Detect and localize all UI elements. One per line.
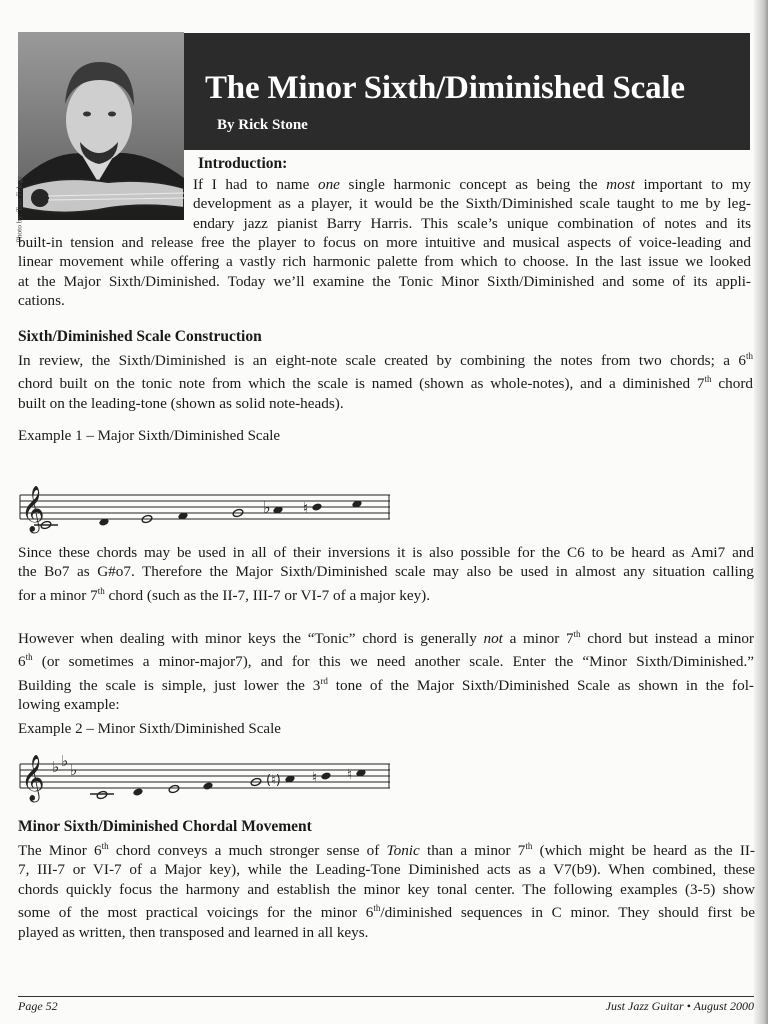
photo-credit: Photo by: Tom Felegy	[14, 175, 24, 243]
inversions-line-3: for a minor 7th chord (such as the II-7, III-7 or VI-7 of a major key).	[18, 585, 431, 604]
page-number: Page 52	[18, 999, 58, 1013]
intro-line-3: endary jazz pianist Barry Harris. This scale’s unique combination of notes and its	[193, 214, 751, 232]
intro-paragraph-bottom	[18, 233, 751, 311]
example-1-staff	[16, 477, 394, 535]
intro-paragraph-top	[193, 175, 751, 233]
minor-keys-line-2: 6th (or sometimes a minor-major7), and for this we need another scale. Enter the “Minor Sixth/Diminished.”	[18, 652, 754, 671]
minor-keys-line-1: However when dealing with minor keys the “Tonic” chord is generally not a minor 7th chord but instead a minor	[18, 629, 754, 648]
key-flat-icon: ♭	[61, 752, 69, 770]
intro-line-4: built-in tension and release free the player to focus on more intuitive and musical aspects of voice-leading and	[18, 234, 751, 251]
intro-heading: Introduction:	[198, 155, 288, 172]
inversions-line-1: Since these chords may be used in all of their inversions it is also possible for the C6 to be heard as Ami7 and	[18, 544, 754, 561]
author-photo	[18, 32, 184, 220]
intro-line-6: at the Major Sixth/Diminished. Today we’ll examine the Tonic Minor Sixth/Diminished and some of its appli-	[18, 272, 751, 290]
page-edge-shadow	[754, 0, 768, 1024]
intro-line-5: linear movement while offering a vastly rich harmonic palette from which to choose. In the last issue we looked	[18, 253, 751, 271]
intro-line-1: If I had to name one single harmonic concept as being the most important to my	[193, 176, 751, 193]
intro-line-7: cations.	[18, 292, 65, 310]
minor-keys-line-4: lowing example:	[18, 696, 120, 714]
construction-line-2: chord built on the tonic note from which the scale is named (shown as whole-notes), and a diminished 7th chord	[18, 374, 753, 393]
chordal-line-5: played as written, then transposed and learned in all keys.	[18, 923, 369, 941]
chordal-heading: Minor Sixth/Diminished Chordal Movement	[18, 818, 312, 835]
treble-clef-icon: 𝄞	[21, 486, 45, 532]
author-photo-illustration	[18, 32, 184, 220]
chordal-line-1: The Minor 6th chord conveys a much stronger sense of Tonic than a minor 7th (which might be heard as the II-	[18, 841, 755, 860]
natural-icon: (♮)	[266, 773, 281, 788]
natural-icon: ♮	[303, 499, 309, 517]
chordal-paragraph	[18, 837, 755, 942]
minor-keys-line-3: Building the scale is simple, just lower the 3rd tone of the Major Sixth/Diminished Scale as shown in the fol-	[18, 675, 754, 694]
construction-line-3: built on the leading-tone (shown as solid note-heads).	[18, 394, 344, 412]
construction-heading: Sixth/Diminished Scale Construction	[18, 328, 262, 345]
publication-info: Just Jazz Guitar • August 2000	[605, 999, 754, 1013]
example-1-label: Example 1 – Major Sixth/Diminished Scale	[18, 428, 281, 444]
construction-paragraph	[18, 347, 753, 413]
footer-rule	[18, 996, 754, 997]
flat-icon: ♭	[263, 498, 271, 517]
example-2-staff	[16, 752, 394, 810]
inversions-paragraph	[18, 543, 754, 605]
treble-clef-icon: 𝄞	[21, 755, 45, 801]
chordal-line-4: some of the most practical voicings for the minor 6th/diminished sequences in C minor. They should first be	[18, 903, 755, 922]
inversions-line-2: the Bo7 as G#o7. Therefore the Major Sixth/Diminished scale may also be used in almost any situation calling	[18, 563, 754, 581]
chordal-line-3: chords quickly focus the harmony and establish the minor key tonal center. The following examples (3-5) show	[18, 880, 755, 898]
article-byline: By Rick Stone	[217, 117, 308, 133]
minor-keys-paragraph	[18, 625, 754, 715]
intro-line-2: development as a player, it would be the Sixth/Diminished scale taught to me by leg-	[193, 195, 751, 213]
key-flat-icon: ♭	[52, 758, 60, 776]
article-title: The Minor Sixth/Diminished Scale	[205, 70, 685, 106]
chordal-line-2: 7, III-7 or VI-7 of a Major key), while the Leading-Tone Diminished acts as a V7(b9). When combined, these	[18, 861, 755, 879]
example-2-label: Example 2 – Minor Sixth/Diminished Scale	[18, 721, 281, 737]
natural-icon: ♮	[312, 770, 318, 786]
natural-icon: ♮	[347, 767, 353, 783]
key-flat-icon: ♭	[70, 761, 78, 779]
construction-line-1: In review, the Sixth/Diminished is an eight-note scale created by combining the notes from two chords; a 6th	[18, 351, 753, 370]
